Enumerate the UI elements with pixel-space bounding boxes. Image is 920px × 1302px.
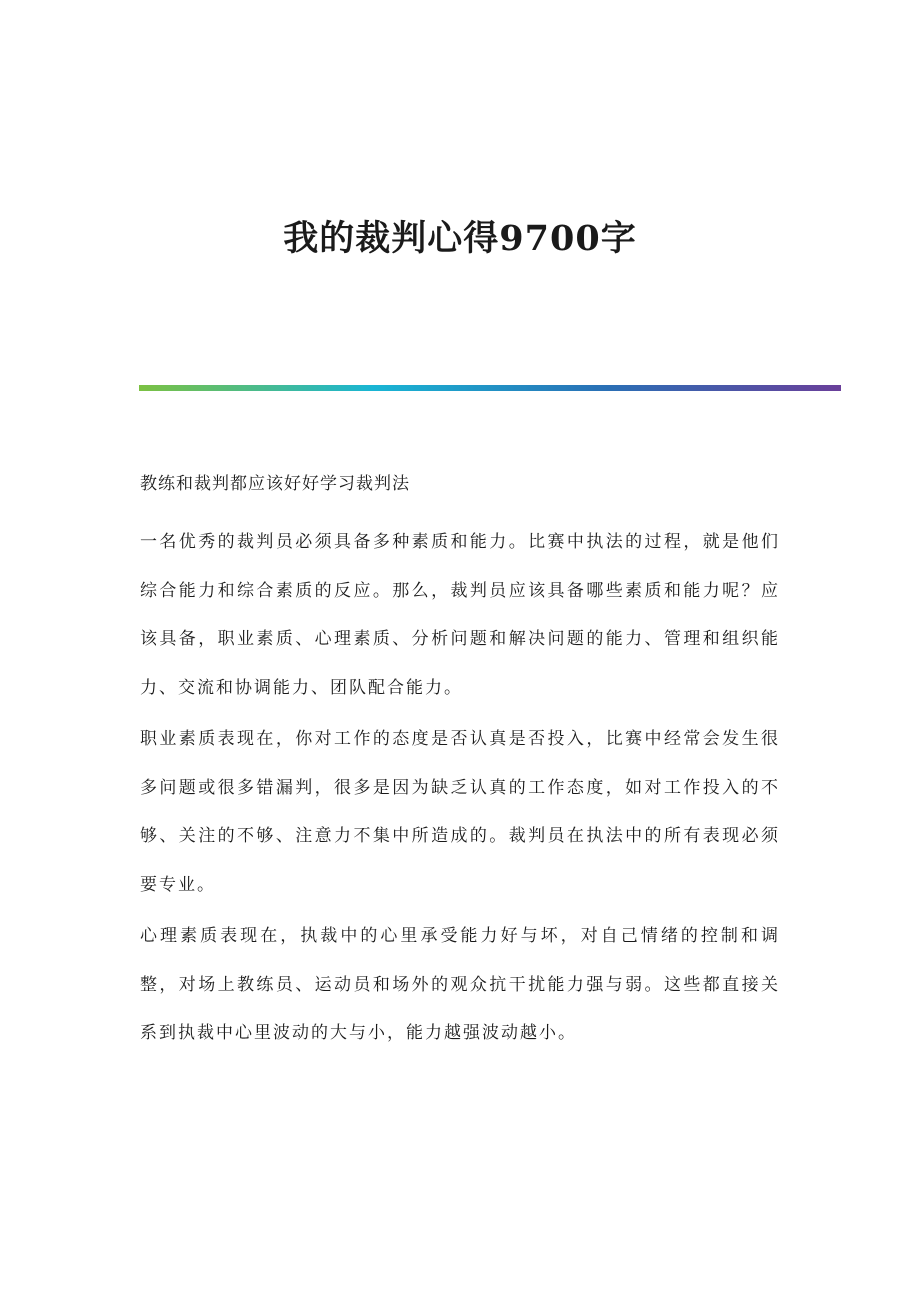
title-divider-gradient [139, 385, 841, 391]
body-paragraph-1: 一名优秀的裁判员必须具备多种素质和能力。比赛中执法的过程，就是他们综合能力和综合素质的反应。那么，裁判员应该具备哪些素质和能力呢？应该具备，职业素质、心理素质、分析问题和解决问题的能力、管理和组织能力、交流和协调能力、团队配合能力。 [140, 532, 780, 698]
document-title: 我的裁判心得9700字 [283, 218, 637, 259]
section-subheading: 教练和裁判都应该好好学习裁判法 [140, 474, 410, 494]
document-body [140, 466, 780, 1061]
body-paragraph-3: 心理素质表现在，执裁中的心里承受能力好与坏，对自己情绪的控制和调整，对场上教练员、运动员和场外的观众抗干扰能力强与弱。这些都直接关系到执裁中心里波动的大与小，能力越强波动越小。 [140, 926, 780, 1043]
body-paragraph-2: 职业素质表现在，你对工作的态度是否认真是否投入，比赛中经常会发生很多问题或很多错漏判，很多是因为缺乏认真的工作态度，如对工作投入的不够、关注的不够、注意力不集中所造成的。裁判员在执法中的所有表现必须要专业。 [140, 729, 780, 895]
